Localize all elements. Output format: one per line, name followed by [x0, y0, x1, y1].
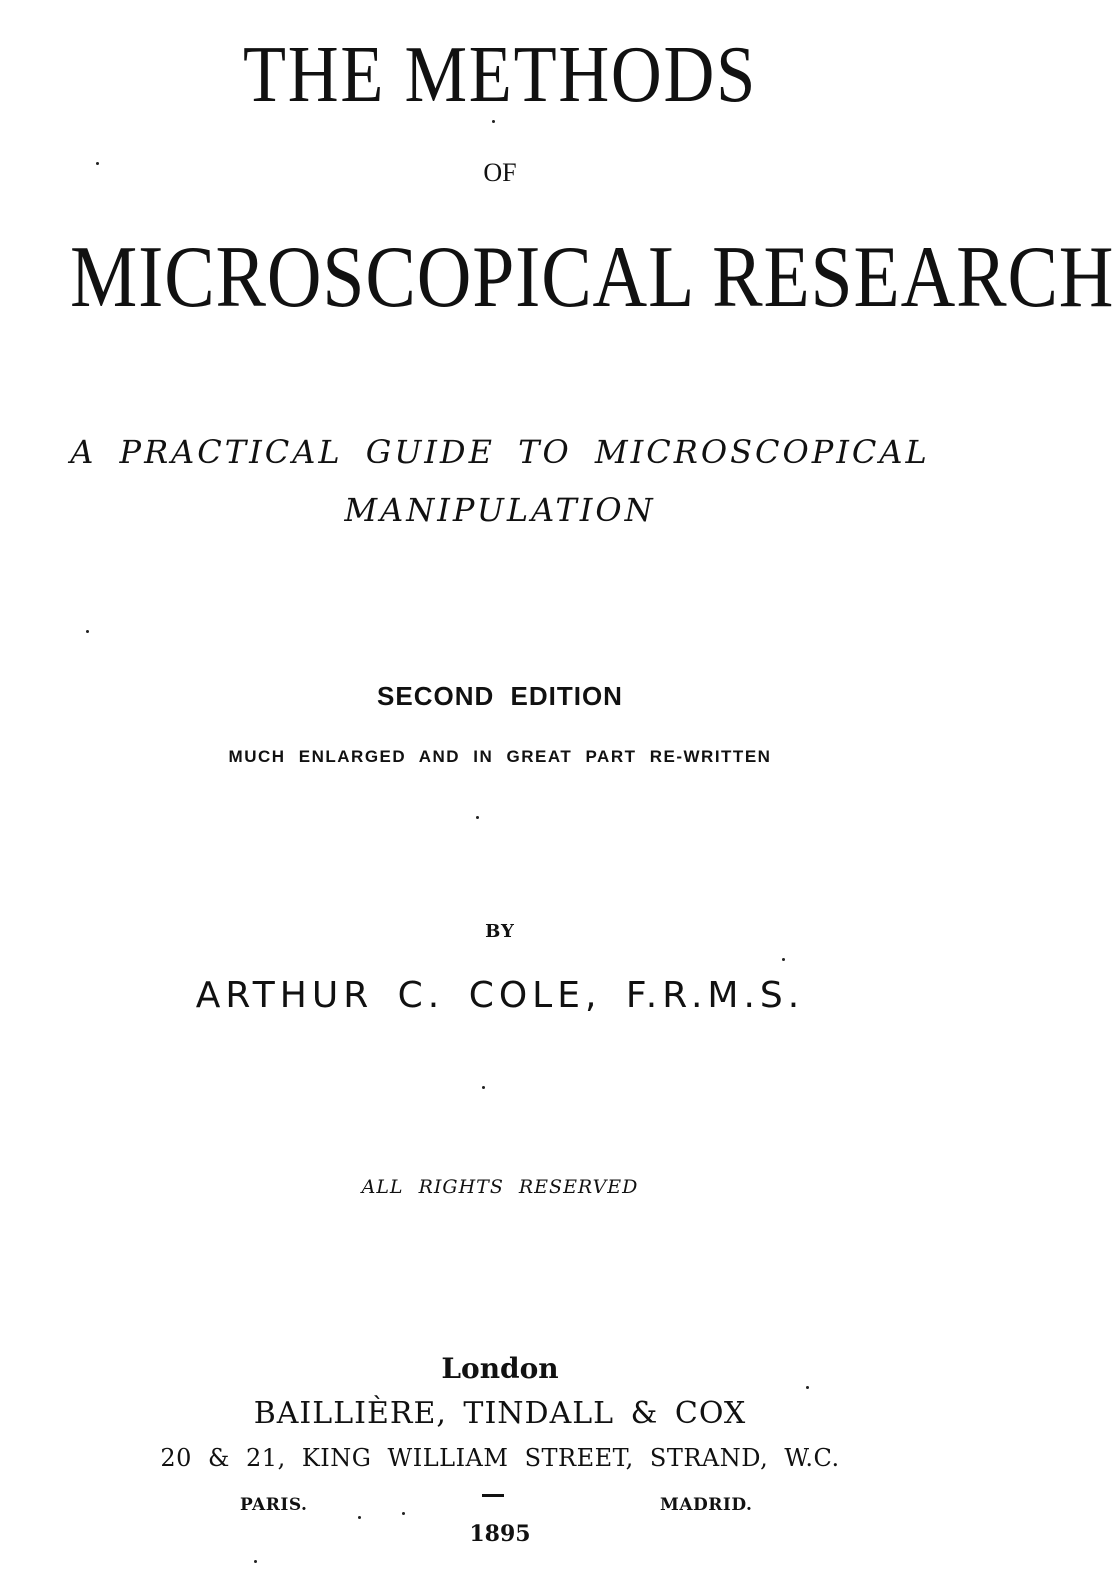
byline-by: BY	[485, 921, 515, 942]
scan-speck	[492, 120, 495, 123]
edition-label: SECOND EDITION	[377, 681, 623, 711]
title-line-of: OF	[483, 158, 517, 187]
scan-speck	[476, 816, 479, 819]
rights-notice: ALL RIGHTS RESERVED	[361, 1176, 639, 1198]
scan-speck	[96, 162, 99, 165]
scan-speck	[254, 1560, 257, 1563]
edition-note: MUCH ENLARGED AND IN GREAT PART RE-WRITTEN	[228, 747, 772, 766]
title-line-microscopical-research: MICROSCOPICAL RESEARCH	[70, 229, 1114, 326]
subtitle-line-1: A PRACTICAL GUIDE TO MICROSCOPICAL	[70, 433, 930, 471]
imprint-branch-madrid: MADRID.	[660, 1495, 753, 1515]
subtitle-line-2: MANIPULATION	[344, 491, 656, 529]
author-name: ARTHUR C. COLE, F.R.M.S.	[195, 975, 805, 1016]
imprint-city: London	[441, 1352, 559, 1385]
imprint-branch-paris: PARIS.	[240, 1495, 308, 1515]
scan-speck	[358, 1516, 361, 1519]
scan-speck	[782, 958, 785, 961]
imprint-year: 1895	[469, 1521, 531, 1547]
scan-speck	[402, 1512, 405, 1515]
imprint-publisher: BAILLIÈRE, TINDALL & COX	[253, 1396, 747, 1431]
title-line-methods: THE METHODS	[242, 31, 758, 119]
scan-speck	[482, 1086, 485, 1089]
imprint-address: 20 & 21, KING WILLIAM STREET, STRAND, W.C.	[160, 1444, 840, 1472]
imprint-dash-divider	[482, 1494, 504, 1497]
scan-speck	[86, 630, 89, 633]
scan-speck	[806, 1386, 809, 1389]
